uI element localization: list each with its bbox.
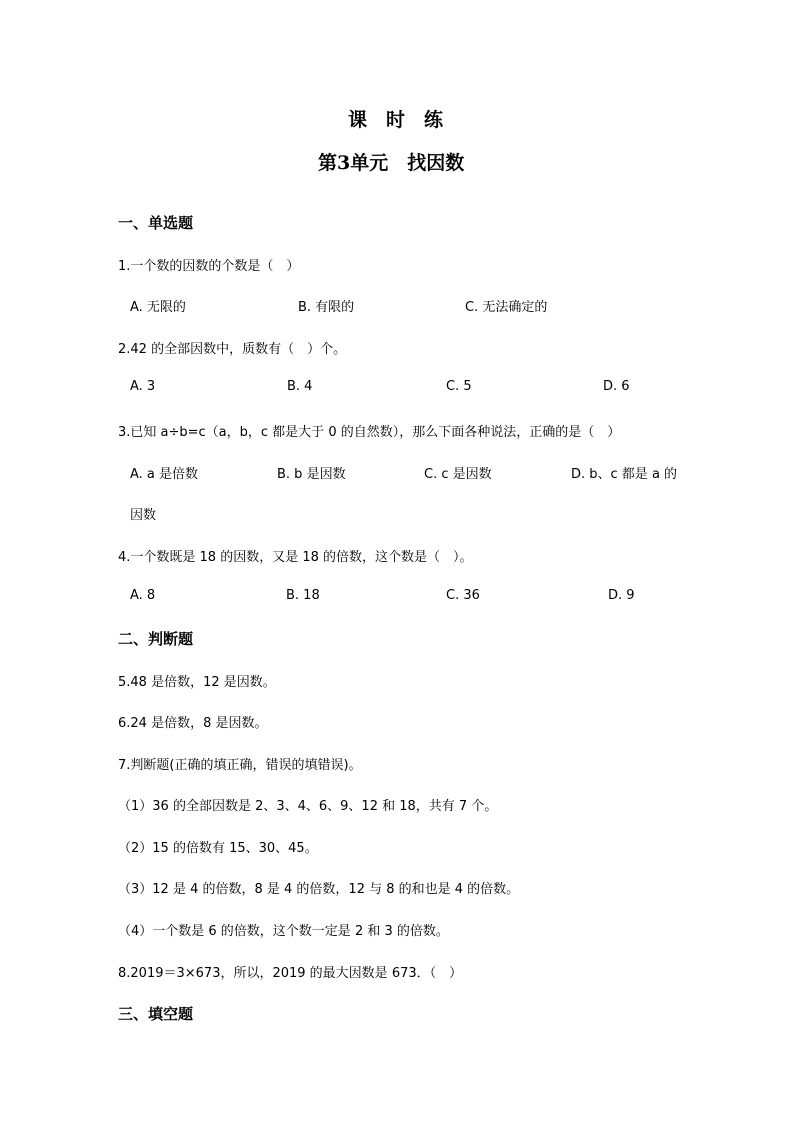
question-3-option-b: B. b 是因数	[277, 467, 346, 482]
question-1-option-c: C. 无法确定的	[465, 300, 548, 315]
question-3-option-d: D. b、c 都是 a 的	[571, 467, 678, 482]
question-2-option-a: A. 3	[130, 379, 156, 394]
question-7-sub-4: （4）一个数是 6 的倍数，这个数一定是 2 和 3 的倍数。	[118, 924, 449, 939]
question-4-option-c: C. 36	[446, 588, 480, 603]
question-2-option-c: C. 5	[446, 379, 472, 394]
section-heading-true-false: 二、判断题	[118, 630, 194, 648]
question-1-text: 1.一个数的因数的个数是（ ）	[118, 259, 300, 274]
question-2-option-d: D. 6	[603, 379, 630, 394]
question-1-option-a: A. 无限的	[130, 300, 186, 315]
question-1-option-b: B. 有限的	[298, 300, 355, 315]
question-4-text: 4.一个数既是 18 的因数，又是 18 的倍数，这个数是（ ）。	[118, 550, 473, 565]
question-3-text: 3.已知 a÷b=c（a，b，c 都是大于 0 的自然数），那么下面各种说法，正确的是（ ）	[118, 425, 621, 440]
question-4-option-d: D. 9	[608, 588, 635, 603]
question-3-option-a: A. a 是倍数	[130, 467, 199, 482]
page-subtitle: 第3单元 找因数	[318, 152, 465, 174]
question-7-sub-3: （3）12 是 4 的倍数，8 是 4 的倍数，12 与 8 的和也是 4 的倍数。	[118, 882, 520, 897]
question-6-text: 6.24 是倍数，8 是因数。	[118, 716, 268, 731]
question-2-option-b: B. 4	[287, 379, 313, 394]
question-3-option-c: C. c 是因数	[424, 467, 492, 482]
question-7-sub-1: （1）36 的全部因数是 2、3、4、6、9、12 和 18，共有 7 个。	[118, 799, 498, 814]
question-7-sub-2: （2）15 的倍数有 15、30、45。	[118, 841, 318, 856]
question-8-text: 8.2019＝3×673，所以，2019 的最大因数是 673．（ ）	[118, 966, 463, 981]
section-heading-single-choice: 一、单选题	[118, 214, 194, 232]
question-7-text: 7.判断题(正确的填正确，错误的填错误)。	[118, 758, 362, 773]
page-title: 课 时 练	[348, 109, 444, 131]
section-heading-fill-in: 三、填空题	[118, 1005, 194, 1023]
question-4-option-b: B. 18	[286, 588, 320, 603]
question-3-option-d-wrap: 因数	[130, 508, 157, 523]
question-2-text: 2.42 的全部因数中，质数有（ ）个。	[118, 342, 347, 357]
question-4-option-a: A. 8	[130, 588, 156, 603]
question-5-text: 5.48 是倍数，12 是因数。	[118, 675, 276, 690]
